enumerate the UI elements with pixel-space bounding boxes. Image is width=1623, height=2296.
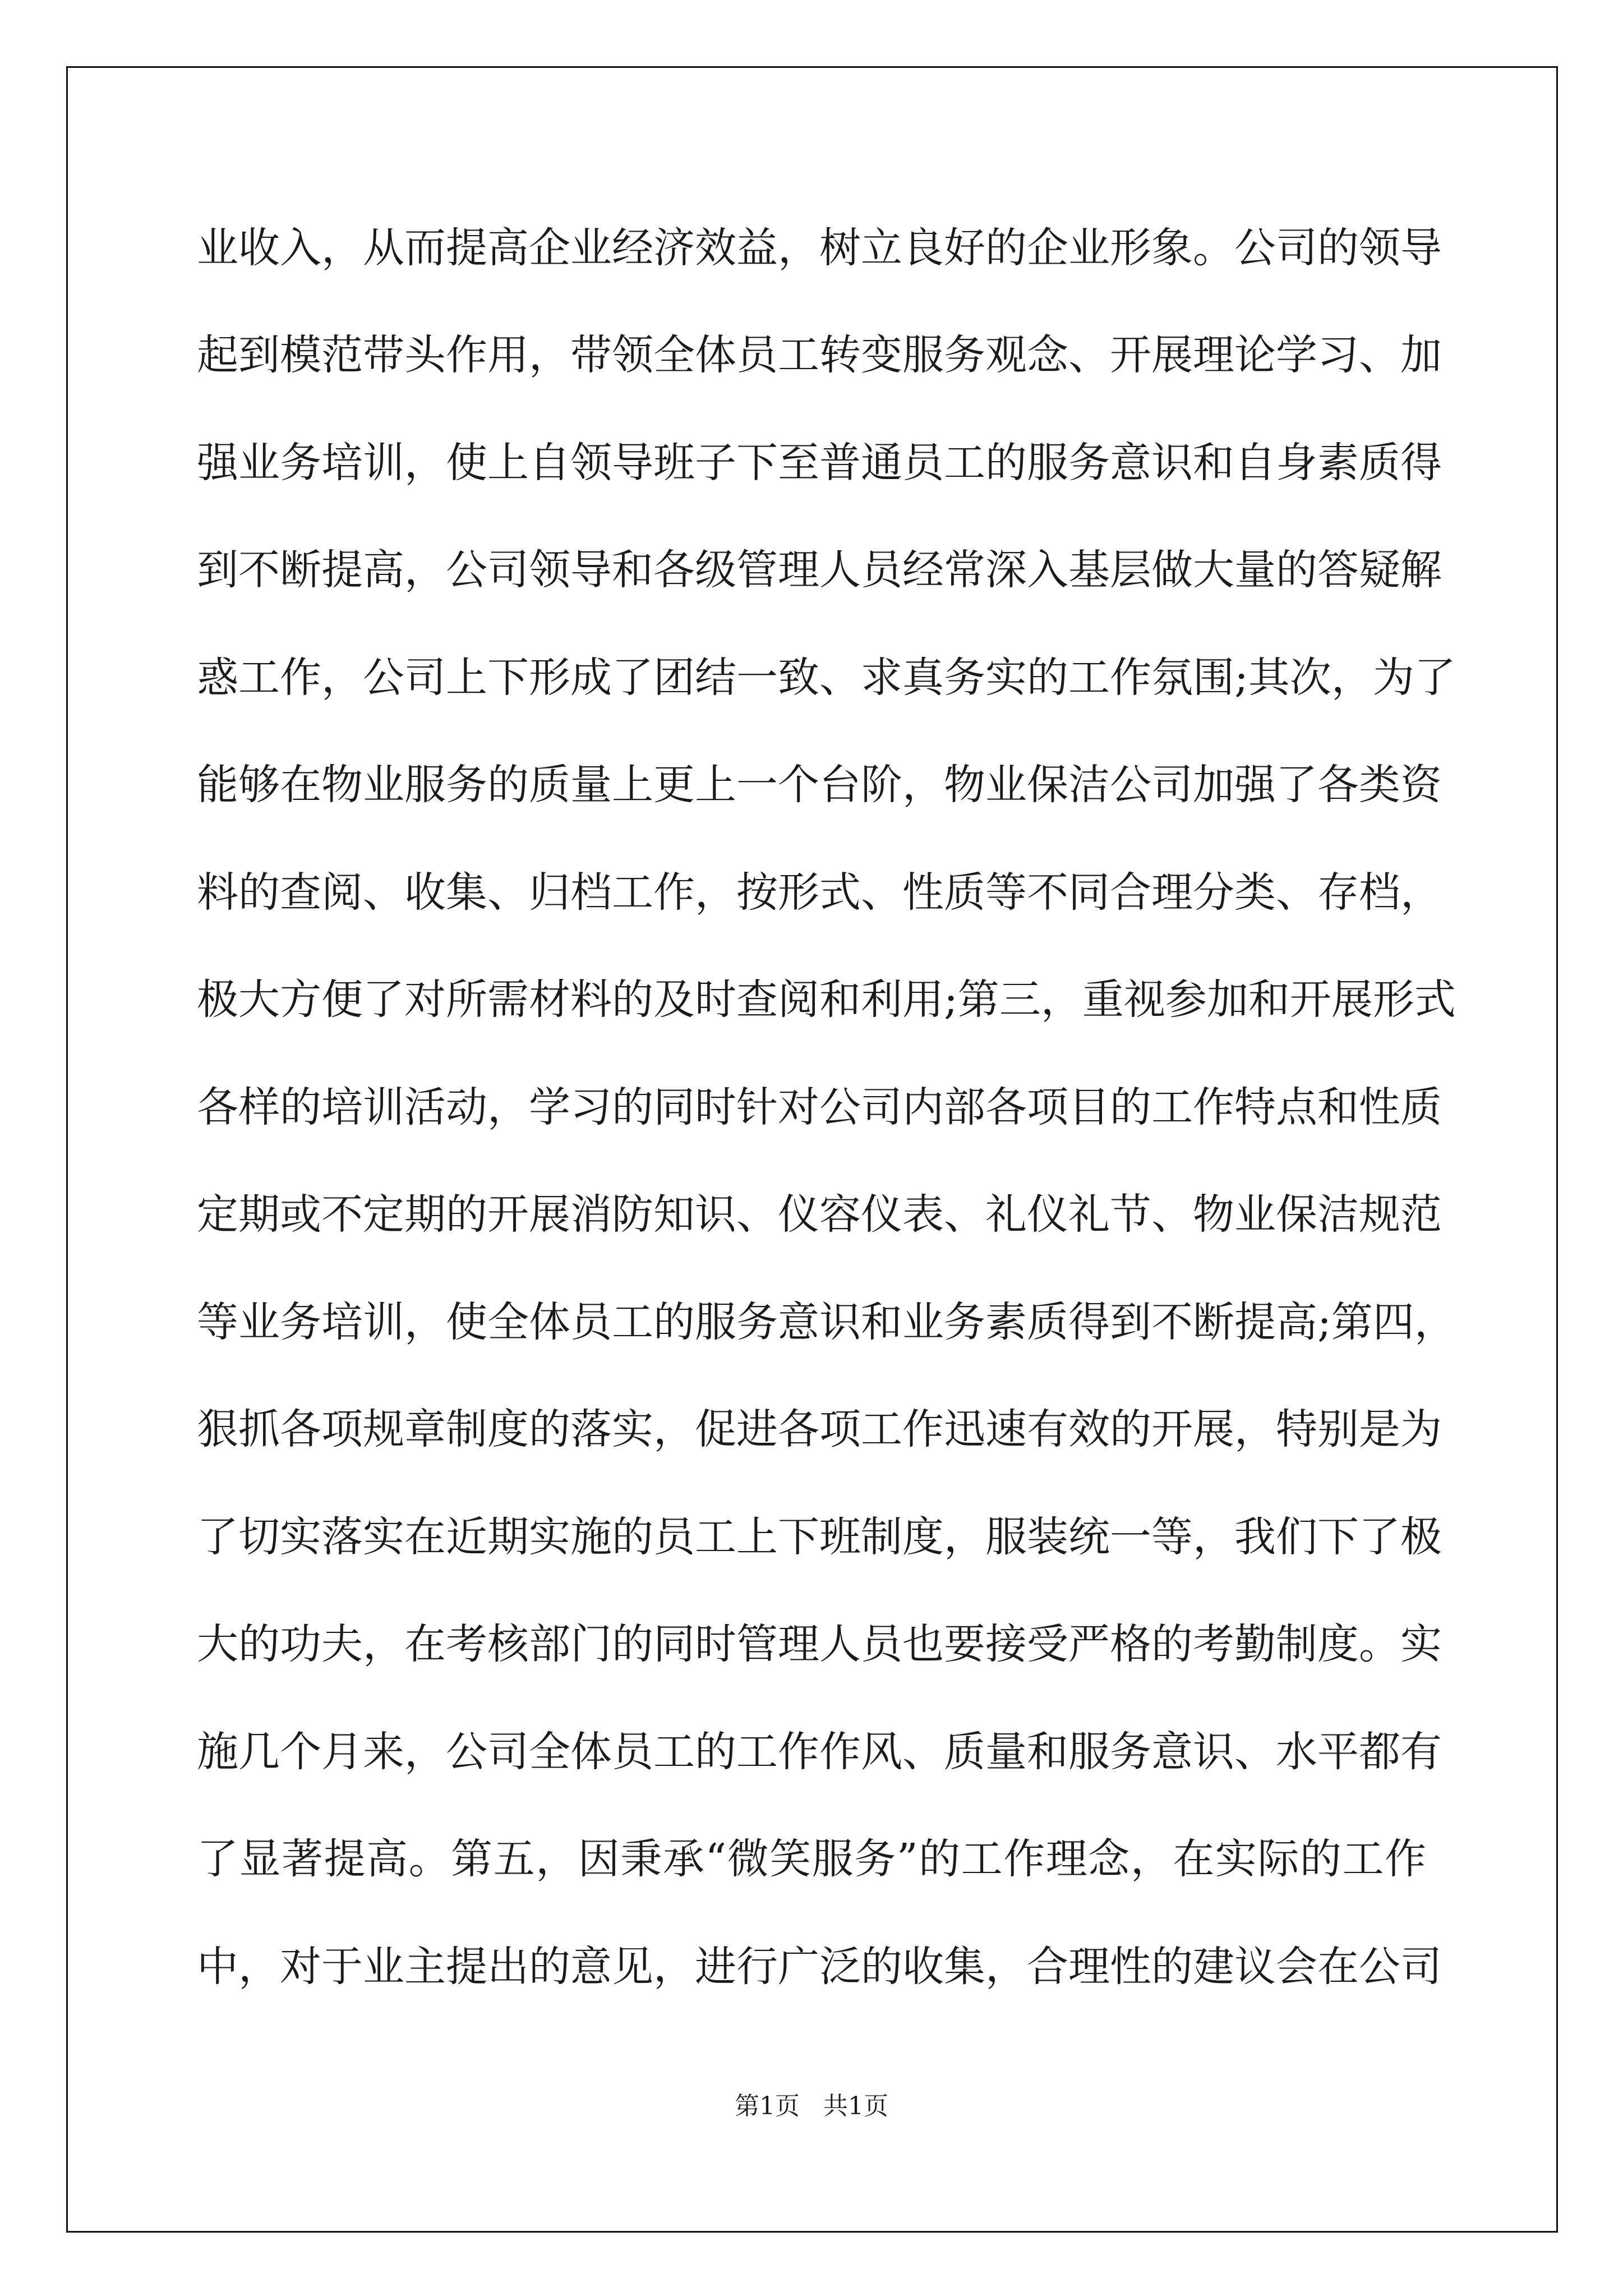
text-line: 了显著提高。第五，因秉承“微笑服务”的工作理念，在实际的工作: [197, 1835, 1426, 1883]
text-line: 了切实落实在近期实施的员工上下班制度，服装统一等，我们下了极: [197, 1513, 1442, 1561]
text-line: 施几个月来，公司全体员工的工作作风、质量和服务意识、水平都有: [197, 1728, 1442, 1776]
text-line: 极大方便了对所需材料的及时查阅和利用;第三，重视参加和开展形式: [197, 976, 1456, 1024]
text-line: 料的查阅、收集、归档工作，按形式、性质等不同合理分类、存档，: [197, 868, 1442, 917]
text-line: 等业务培训，使全体员工的服务意识和业务素质得到不断提高;第四，: [197, 1298, 1456, 1346]
text-line: 各样的培训活动，学习的同时针对公司内部各项目的工作特点和性质: [197, 1083, 1442, 1131]
text-line: 起到模范带头作用，带领全体员工转变服务观念、开展理论学习、加: [197, 331, 1442, 379]
text-line: 强业务培训，使上自领导班子下至普通员工的服务意识和自身素质得: [197, 439, 1442, 487]
text-line: 狠抓各项规章制度的落实，促进各项工作迅速有效的开展，特别是为: [197, 1405, 1442, 1453]
text-line: 定期或不定期的开展消防知识、仪容仪表、礼仪礼节、物业保洁规范: [197, 1190, 1442, 1239]
page-number-footer: 第1页 共1页: [735, 2092, 888, 2120]
text-line: 惑工作，公司上下形成了团结一致、求真务实的工作氛围;其次，为了: [197, 654, 1456, 702]
text-line: 到不断提高，公司领导和各级管理人员经常深入基层做大量的答疑解: [197, 546, 1442, 594]
text-line: 能够在物业服务的质量上更上一个台阶，物业保洁公司加强了各类资: [197, 761, 1442, 809]
text-line: 大的功夫，在考核部门的同时管理人员也要接受严格的考勤制度。实: [197, 1620, 1442, 1668]
page-border: [66, 66, 1558, 2233]
text-line: 业收入，从而提高企业经济效益，树立良好的企业形象。公司的领导: [197, 224, 1442, 272]
text-line: 中，对于业主提出的意见，进行广泛的收集，合理性的建议会在公司: [197, 1943, 1442, 1991]
